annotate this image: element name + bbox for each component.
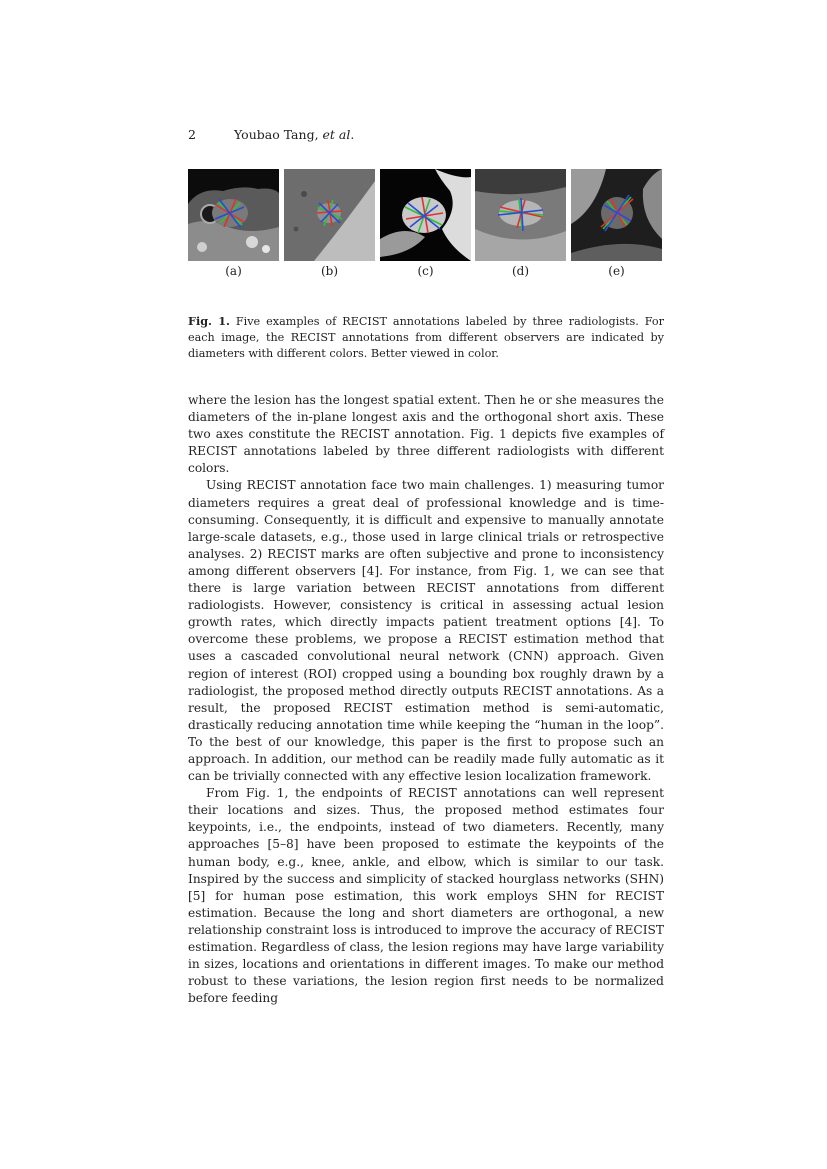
caption-text: Five examples of RECIST annotations labeled by three radiologists. For each image, the RECIST annotations from different observers are indicated by diameters with different colors. Better viewed in color. xyxy=(188,315,665,361)
paragraph: Using RECIST annotation face two main challenges. 1) measuring tumor diameters requires a great deal of professional knowledge and is time-consuming. Consequently, it is difficult and expensive to manually annotate large-scale datasets, e.g., those used in large clinical trials or retrospective analyses. 2) RECIST marks are often subjective and prone to inconsistency among different observers [4]. For instance, from Fig. 1, we can see that there is large variation between RECIST annotations from different radiologists. However, consistency is critical in assessing actual lesion growth rates, which directly impacts patient treatment options [4]. To overcome these problems, we propose a RECIST estimation method that uses a cascaded convolutional neural network (CNN) approach. Given region of interest (ROI) cropped using a bounding box roughly drawn by a radiologist, the proposed method directly outputs RECIST annotations. As a result, the proposed RECIST estimation method is semi-automatic, drastically reducing annotation time while keeping the “human in the loop”. To the best of our knowledge, this paper is the first to propose such an approach. In addition, our method can be readily made fully automatic as it can be trivially connected with any effective lesion localization framework. xyxy=(188,478,664,784)
paragraph: From Fig. 1, the endpoints of RECIST annotations can well represent their locations and sizes. Thus, the proposed method estimates four keypoints, i.e., the endpoints, instead of two diameters. Recently, many approaches [5–8] have been proposed to estimate the keypoints of the human body, e.g., knee, ankle, and elbow, which is similar to our task. Inspired by the success and simplicity of stacked hourglass networks (SHN) [5] for human pose estimation, this work employs SHN for RECIST estimation. Because the long and short diameters are orthogonal, a new relationship constraint loss is introduced to improve the accuracy of RECIST estimation. Regardless of class, the lesion regions may have large variability in sizes, locations and orientations in different images. To make our method robust to these variations, the lesion region first needs to be normalized before feeding xyxy=(188,786,664,1006)
ct-image-e xyxy=(571,169,662,261)
panel-label-a: (a) xyxy=(225,264,242,278)
figure-1-panel-labels xyxy=(188,264,664,280)
page-header xyxy=(188,127,354,142)
figure-panel-c xyxy=(380,169,471,261)
panel-label-d: (d) xyxy=(511,264,530,278)
ct-image-b xyxy=(284,169,375,261)
paragraph: where the lesion has the longest spatial extent. Then he or she measures the diameters of the in-plane longest axis and the orthogonal short axis. These two axes constitute the RECIST annotation. Fig. 1 depicts five examples of RECIST annotations labeled by three different radiologists with different colors. xyxy=(188,393,664,476)
body-text xyxy=(188,392,664,1007)
figure-panel-b xyxy=(284,169,375,261)
figure-panel-d xyxy=(475,169,566,261)
panel-label-b: (b) xyxy=(320,264,339,278)
ct-image-a xyxy=(188,169,279,261)
panel-label-e: (e) xyxy=(608,264,625,278)
page-number: 2 xyxy=(188,127,196,142)
figure-1-caption xyxy=(188,313,664,363)
running-authors: Youbao Tang, xyxy=(234,127,319,142)
figure-panel-e xyxy=(571,169,662,261)
running-etal: et al. xyxy=(322,127,355,142)
ct-image-c xyxy=(380,169,471,261)
figure-1-panels xyxy=(188,169,664,261)
caption-label: Fig. 1. xyxy=(188,314,230,328)
figure-panel-a xyxy=(188,169,279,261)
ct-image-d xyxy=(475,169,566,261)
panel-label-c: (c) xyxy=(417,264,434,278)
